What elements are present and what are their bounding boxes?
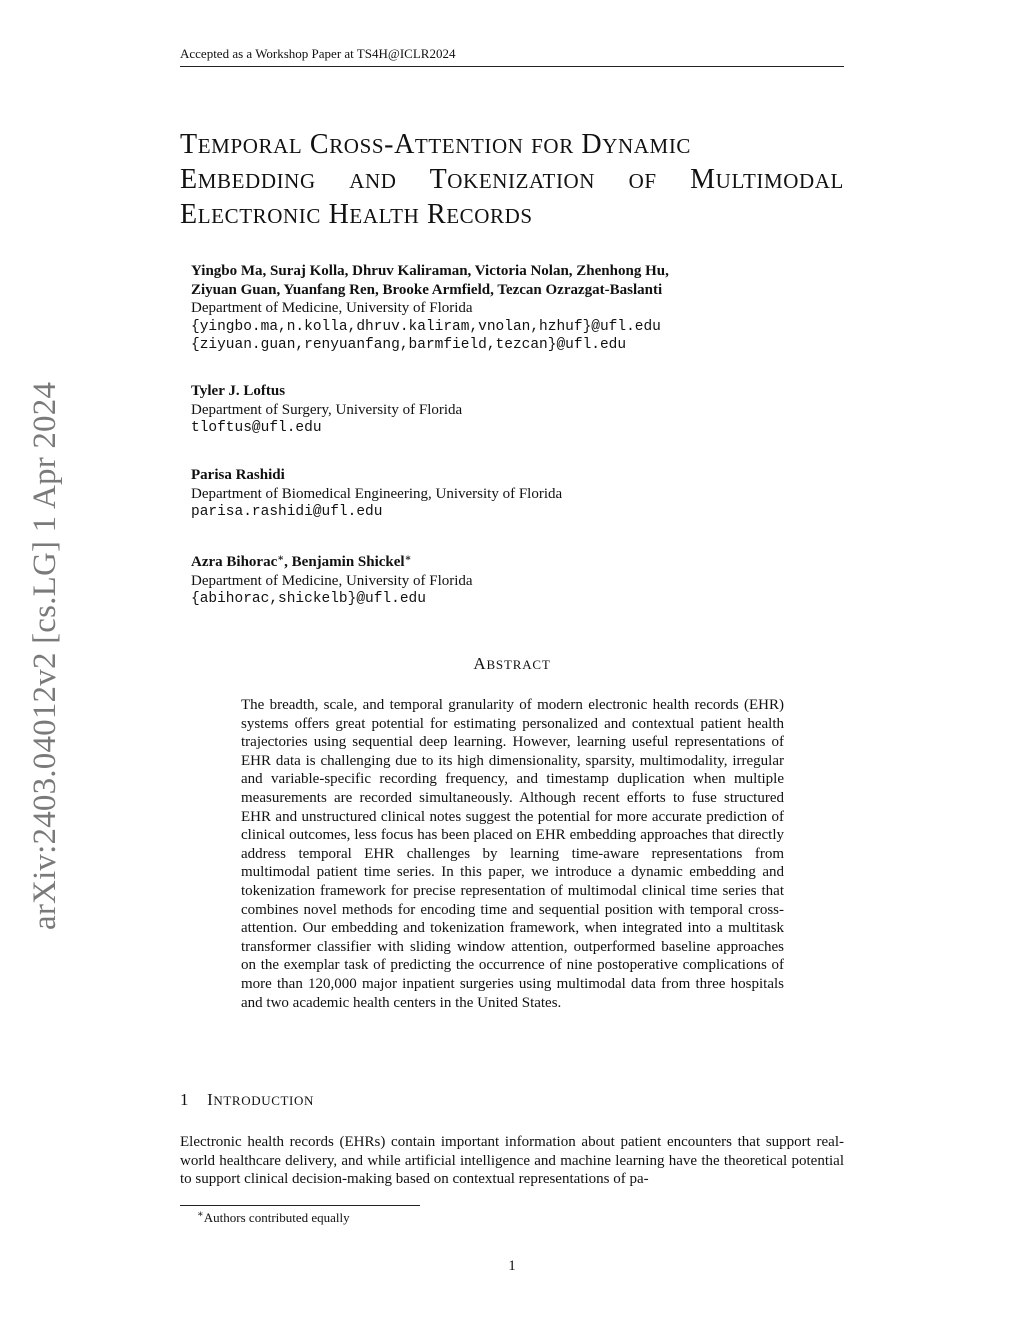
abstract-body: The breadth, scale, and temporal granularity of modern electronic health records (EHR) systems offers great potential for estimating personalized and contextual patient health trajectories using sequential deep learning. However, learning useful representations of EHR data is challenging due to its high dimensionality, sparsity, multimodality, irregular and variable-specific recording frequency, and timestamp duplication when multiple measurements are recorded simultaneously. Although recent efforts to fuse structured EHR and unstructured clinical notes suggest the potential for more accurate prediction of clinical outcomes, less focus has been placed on EHR embedding approaches that directly address temporal EHR challenges by learning time-aware representations from multimodal patient time series. In this paper, we introduce a dynamic embedding and tokenization framework for precise representation of multimodal clinical time series that combines novel methods for encoding time and sequential position with temporal cross-attention. Our embedding and tokenization framework, when integrated into a multitask transformer classifier with sliding window attention, outperformed baseline approaches on the exemplar task of predicting the occurrence of nine postoperative complications of more than 120,000 major inpatient surgeries using multimodal data from three hospitals and two academic health centers in the United States. bbox=[241, 697, 784, 1011]
section-number: 1 bbox=[180, 1090, 190, 1109]
footnote bbox=[197, 1209, 350, 1226]
footnote-mark: ∗ bbox=[197, 1209, 204, 1220]
author-group-3 bbox=[191, 466, 562, 522]
author-names: Ziyuan Guan, Yuanfang Ren, Brooke Armfield, Tezcan Ozrazgat-Baslanti bbox=[191, 281, 663, 298]
author-names: Yingbo Ma, Suraj Kolla, Dhruv Kaliraman, Victoria Nolan, Zhenhong Hu, bbox=[191, 263, 669, 279]
abstract-heading: ABSTRACT bbox=[473, 654, 551, 673]
running-header: Accepted as a Workshop Paper at TS4H@ICLR2024 bbox=[180, 46, 456, 61]
author-names: Tyler J. Loftus bbox=[191, 383, 286, 399]
author-group-1 bbox=[191, 262, 669, 355]
title-line-1: TEMPORAL CROSS-ATTENTION FOR DYNAMIC bbox=[180, 129, 692, 160]
author-names: Azra Bihorac∗, Benjamin Shickel∗ bbox=[191, 553, 412, 570]
author-email[interactable]: tloftus@ufl.edu bbox=[191, 420, 322, 436]
title-line-2: EMBEDDING AND TOKENIZATION OF MULTIMODAL bbox=[180, 164, 844, 195]
title-line-3: ELECTRONIC HEALTH RECORDS bbox=[180, 199, 533, 230]
author-names: Parisa Rashidi bbox=[191, 467, 285, 483]
author-email[interactable]: {abihorac,shickelb}@ufl.edu bbox=[191, 591, 426, 607]
header-rule bbox=[180, 66, 844, 67]
author-affiliation: Department of Medicine, University of Florida bbox=[191, 572, 473, 589]
page-number: 1 bbox=[508, 1258, 516, 1274]
author-group-4 bbox=[191, 550, 473, 609]
author-email[interactable]: parisa.rashidi@ufl.edu bbox=[191, 504, 383, 520]
introduction-heading bbox=[180, 1090, 314, 1110]
footnote-text: Authors contributed equally bbox=[203, 1210, 350, 1225]
paper-title bbox=[180, 128, 860, 233]
author-name: Benjamin Shickel bbox=[291, 554, 405, 570]
introduction-body: Electronic health records (EHRs) contain important information about patient encounters that support real-world healthcare delivery, and while artificial intelligence and machine learning have the theoretical potential to support clinical decision-making based on contextual representations of pa- bbox=[180, 1134, 844, 1188]
author-email[interactable]: {yingbo.ma,n.kolla,dhruv.kaliram,vnolan,hzhuf}@ufl.edu bbox=[191, 318, 661, 335]
author-name: Azra Bihorac bbox=[191, 554, 278, 570]
author-affiliation: Department of Medicine, University of Florida bbox=[191, 300, 473, 316]
author-affiliation: Department of Surgery, University of Florida bbox=[191, 401, 463, 418]
footnote-rule bbox=[180, 1205, 420, 1206]
author-group-2 bbox=[191, 382, 462, 438]
section-title: INTRODUCTION bbox=[207, 1090, 314, 1109]
equal-contribution-mark: ∗ bbox=[404, 553, 412, 564]
author-affiliation: Department of Biomedical Engineering, University of Florida bbox=[191, 485, 563, 502]
arxiv-stamp[interactable]: arXiv:2403.04012v2 [cs.LG] 1 Apr 2024 bbox=[27, 381, 63, 930]
equal-contribution-mark: ∗ bbox=[277, 553, 285, 564]
author-email[interactable]: {ziyuan.guan,renyuanfang,barmfield,tezcan}@ufl.edu bbox=[191, 337, 627, 353]
